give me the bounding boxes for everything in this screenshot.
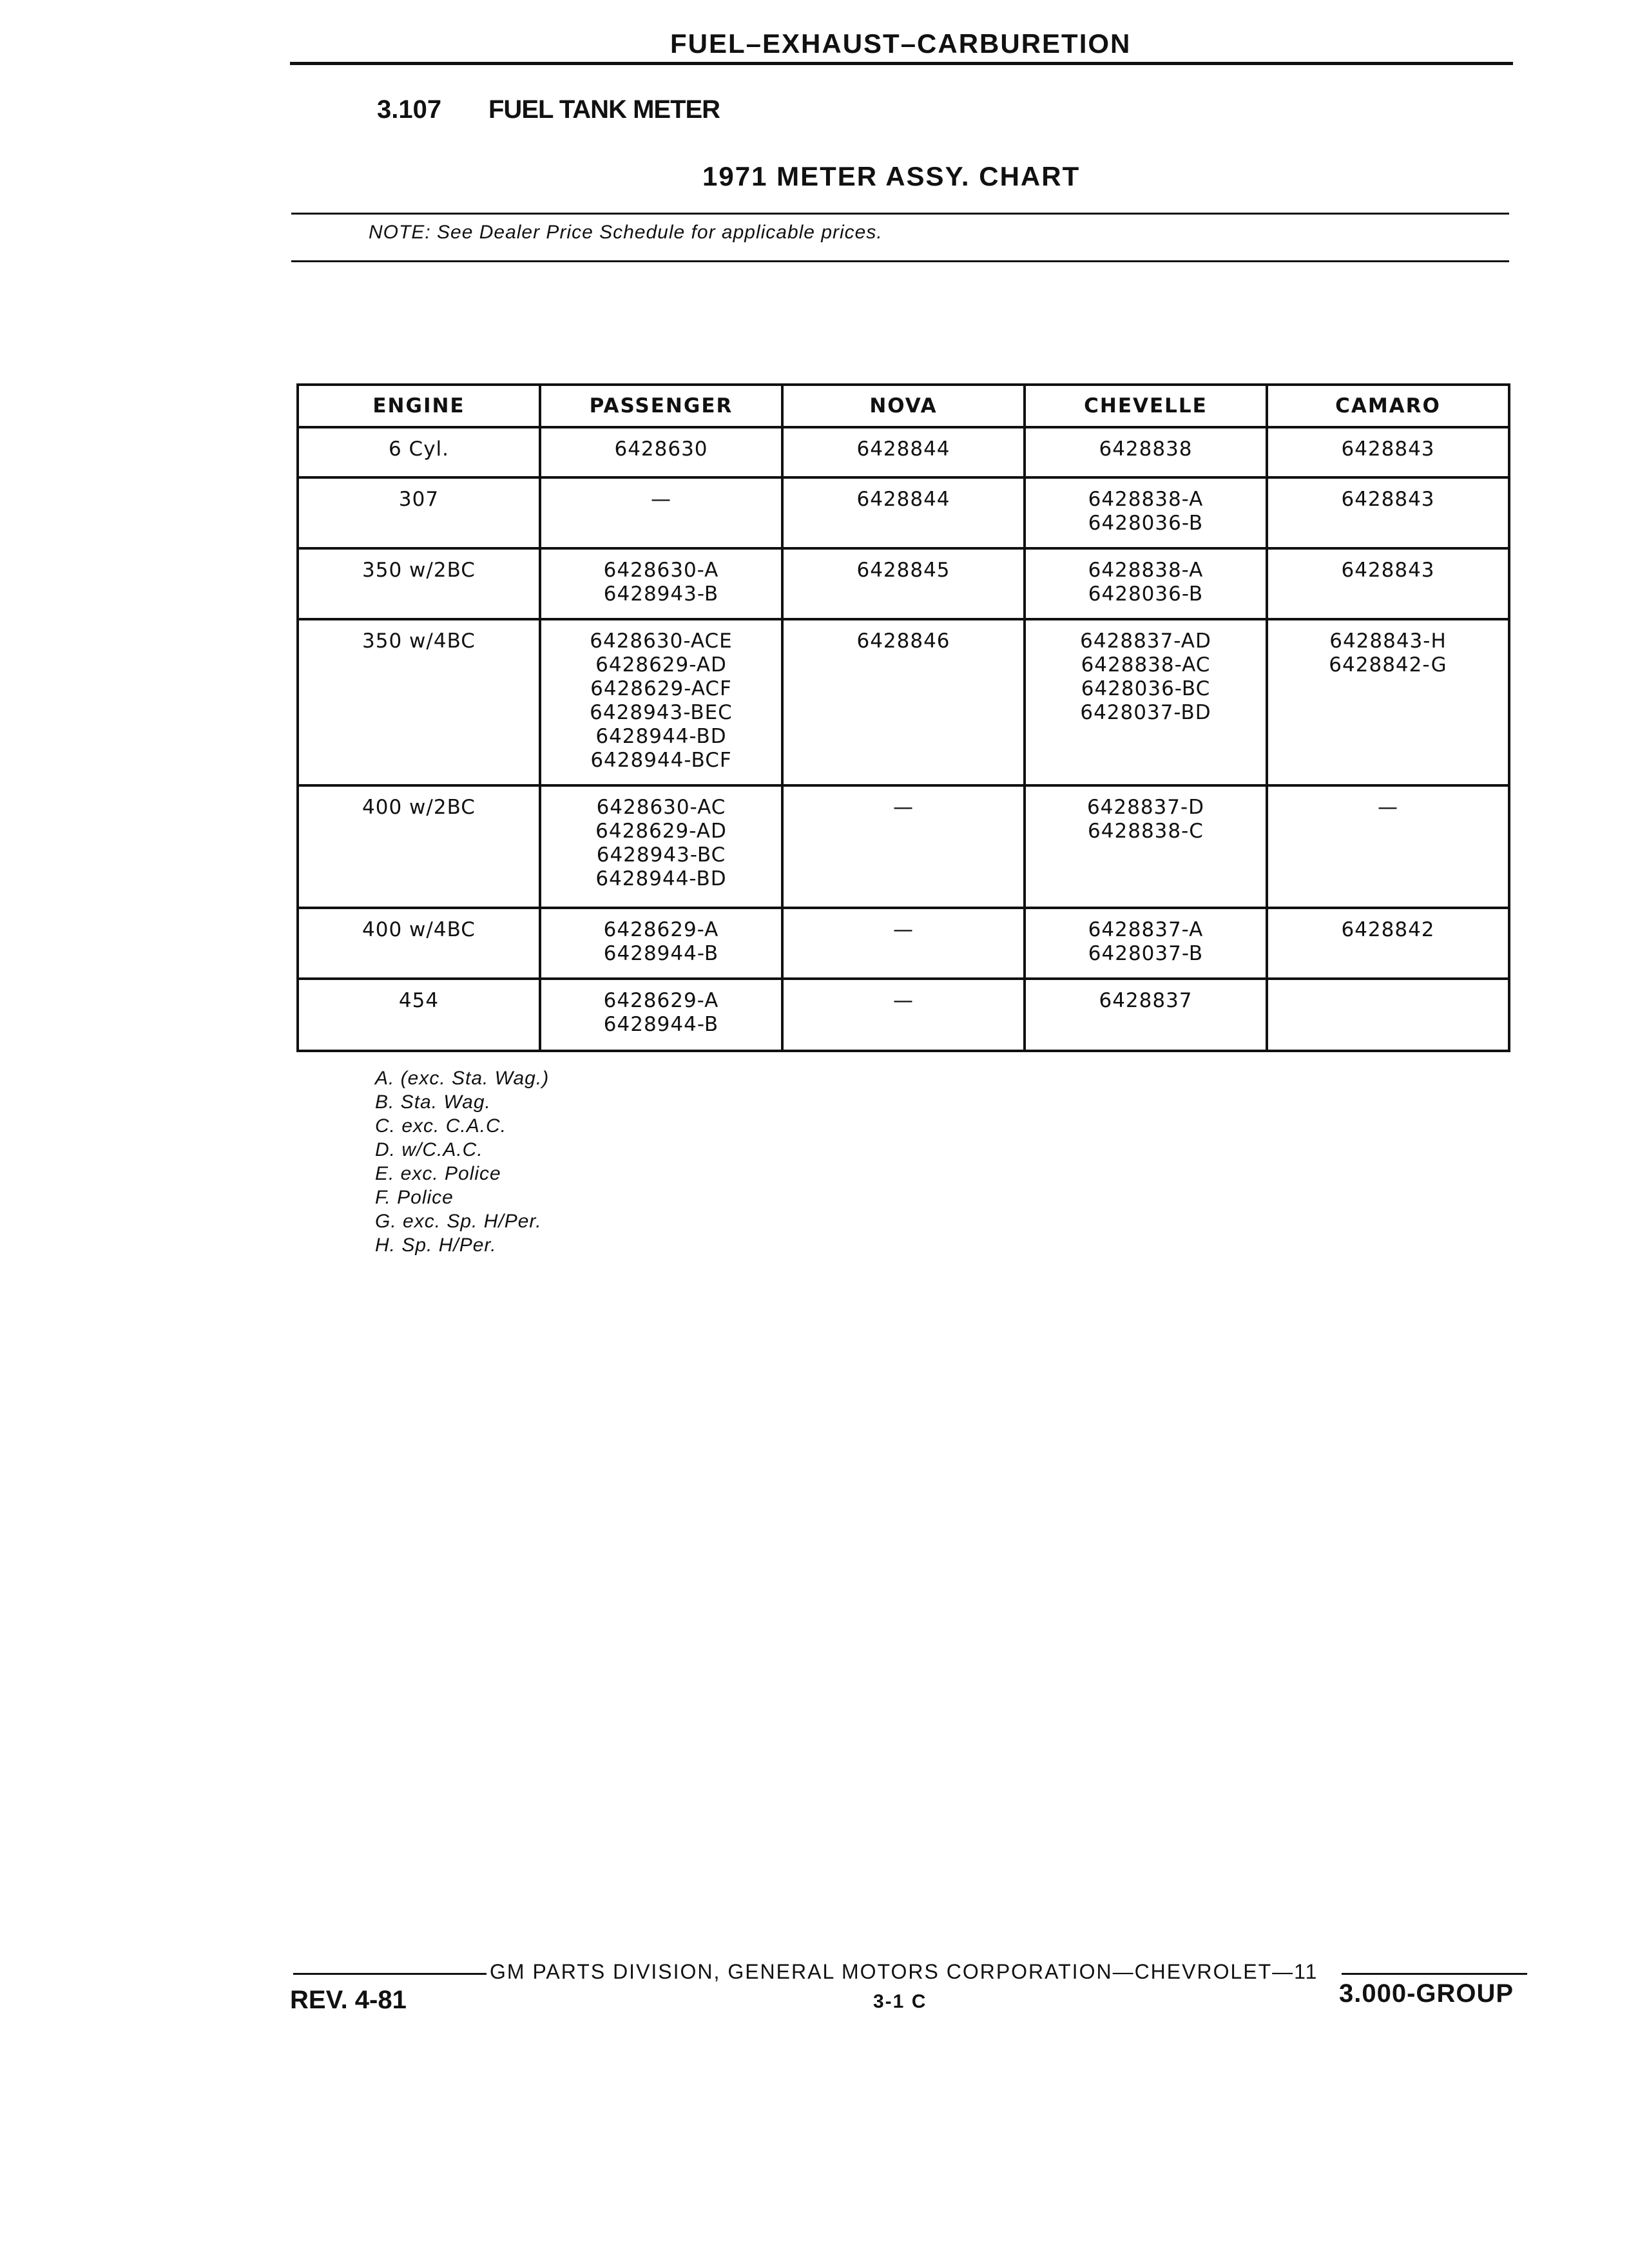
part-number: 6428842: [1341, 918, 1435, 941]
cell-chevelle: [1025, 477, 1267, 548]
cell-passenger: [540, 908, 782, 979]
cell-engine: 350 w/2BC: [298, 548, 540, 619]
footnote: C. exc. C.A.C.: [375, 1115, 507, 1137]
part-number: 6428630-ACE: [590, 629, 733, 653]
part-number: 6428843: [1341, 559, 1435, 582]
column-header-engine: ENGINE: [298, 385, 540, 427]
part-number: 6428944-BD: [595, 725, 727, 748]
part-number: 6428837: [1099, 989, 1193, 1012]
part-number: 6428943-BEC: [590, 701, 733, 724]
cell-camaro: [1267, 427, 1509, 477]
table-row: [298, 908, 1509, 979]
part-number: 6428944-BD: [595, 867, 727, 890]
part-number: 6428629-A: [603, 989, 719, 1012]
cell-passenger: [540, 477, 782, 548]
chart-title: 1971 METER ASSY. CHART: [702, 161, 1081, 191]
table-header-row: [298, 385, 1509, 427]
cell-nova: [782, 477, 1025, 548]
header-rule: [290, 62, 1513, 65]
cell-chevelle: [1025, 427, 1267, 477]
cell-nova: [782, 619, 1025, 785]
note-bottom-rule: [291, 260, 1509, 262]
part-number: 6428036-B: [1088, 512, 1204, 535]
header-title: FUEL–EXHAUST–CARBURETION: [670, 28, 1132, 59]
column-header-passenger: PASSENGER: [540, 385, 782, 427]
part-number: 6428036-B: [1088, 582, 1204, 606]
cell-camaro: [1267, 908, 1509, 979]
cell-passenger: [540, 785, 782, 908]
footer-rule-right: [1342, 1973, 1527, 1975]
footnote: A. (exc. Sta. Wag.): [375, 1068, 550, 1089]
section-number: 3.107: [377, 95, 442, 124]
part-number: 6428846: [856, 629, 950, 653]
table-row: [298, 427, 1509, 477]
footer-rule-left: [293, 1973, 487, 1975]
part-number: 6428630-A: [603, 559, 719, 582]
cell-nova: [782, 427, 1025, 477]
part-number: 6428037-B: [1088, 942, 1204, 965]
part-number: 6428629-ACF: [590, 677, 732, 700]
part-number: 6428838-C: [1088, 820, 1204, 843]
cell-chevelle: [1025, 785, 1267, 908]
price-note: NOTE: See Dealer Price Schedule for applicable prices.: [369, 222, 883, 243]
part-number: 6428629-A: [603, 918, 719, 941]
part-number: 6428843-H: [1329, 629, 1447, 653]
table-row: [298, 619, 1509, 785]
footer-group: 3.000-GROUP: [1339, 1979, 1514, 2008]
part-number: 6428838: [1099, 437, 1193, 461]
part-number: 6428630-AC: [596, 796, 726, 819]
cell-passenger: [540, 619, 782, 785]
note-top-rule: [291, 213, 1509, 215]
table-row: [298, 785, 1509, 908]
footnote: B. Sta. Wag.: [375, 1091, 491, 1113]
part-number: 6428843: [1341, 488, 1435, 511]
footer-division: GM PARTS DIVISION, GENERAL MOTORS CORPORATION—CHEVROLET—11: [490, 1960, 1318, 1983]
cell-chevelle: [1025, 548, 1267, 619]
cell-chevelle: [1025, 908, 1267, 979]
section-title: FUEL TANK METER: [488, 95, 720, 124]
part-number: 6428037-BD: [1080, 701, 1211, 724]
footnote: H. Sp. H/Per.: [375, 1235, 497, 1256]
part-number: 6428843: [1341, 437, 1435, 461]
cell-passenger: [540, 427, 782, 477]
cell-engine: 6 Cyl.: [298, 427, 540, 477]
table-row: [298, 477, 1509, 548]
footnotes: [375, 1066, 549, 1257]
part-number: 6428845: [856, 559, 950, 582]
part-number: 6428943-BC: [596, 843, 726, 867]
part-number: 6428944-B: [603, 942, 719, 965]
cell-camaro: [1267, 619, 1509, 785]
part-number: —: [893, 918, 914, 941]
footnote: G. exc. Sp. H/Per.: [375, 1211, 542, 1232]
table-row: [298, 979, 1509, 1051]
cell-chevelle: [1025, 979, 1267, 1051]
part-number: 6428837-AD: [1080, 629, 1211, 653]
part-number: 6428036-BC: [1081, 677, 1211, 700]
part-number: —: [893, 796, 914, 819]
cell-camaro: [1267, 785, 1509, 908]
table-row: [298, 548, 1509, 619]
part-number: 6428630: [614, 437, 708, 461]
part-number: 6428837-A: [1088, 918, 1204, 941]
cell-camaro: [1267, 979, 1509, 1051]
cell-chevelle: [1025, 619, 1267, 785]
table-body: [298, 427, 1509, 1051]
part-number: 6428844: [856, 488, 950, 511]
cell-passenger: [540, 979, 782, 1051]
column-header-nova: NOVA: [782, 385, 1025, 427]
part-number: —: [893, 989, 914, 1012]
part-number: 6428837-D: [1086, 796, 1205, 819]
part-number: 6428838-A: [1088, 488, 1204, 511]
part-number: 6428838-A: [1088, 559, 1204, 582]
column-header-camaro: CAMARO: [1267, 385, 1509, 427]
cell-passenger: [540, 548, 782, 619]
cell-engine: 307: [298, 477, 540, 548]
cell-nova: [782, 548, 1025, 619]
footer-revision: REV. 4-81: [290, 1986, 407, 2014]
cell-camaro: [1267, 477, 1509, 548]
cell-nova: [782, 908, 1025, 979]
part-number: —: [1378, 796, 1398, 819]
footnote: F. Police: [375, 1187, 454, 1208]
column-header-chevelle: CHEVELLE: [1025, 385, 1267, 427]
footnote: D. w/C.A.C.: [375, 1139, 483, 1160]
cell-engine: 454: [298, 979, 540, 1051]
part-number: 6428629-AD: [595, 653, 727, 677]
meter-assembly-table: [296, 383, 1510, 1052]
cell-nova: [782, 785, 1025, 908]
cell-nova: [782, 979, 1025, 1051]
part-number: 6428943-B: [603, 582, 719, 606]
part-number: 6428838-AC: [1081, 653, 1211, 677]
footnote: E. exc. Police: [375, 1163, 501, 1184]
part-number: 6428944-B: [603, 1013, 719, 1036]
footer-page-number: 3-1 C: [873, 1991, 927, 2012]
cell-engine: 400 w/4BC: [298, 908, 540, 979]
cell-camaro: [1267, 548, 1509, 619]
part-number: 6428629-AD: [595, 820, 727, 843]
part-number: —: [651, 488, 671, 511]
part-number: 6428844: [856, 437, 950, 461]
cell-engine: 400 w/2BC: [298, 785, 540, 908]
part-number: 6428842-G: [1329, 653, 1447, 677]
cell-engine: 350 w/4BC: [298, 619, 540, 785]
part-number: 6428944-BCF: [590, 749, 732, 772]
